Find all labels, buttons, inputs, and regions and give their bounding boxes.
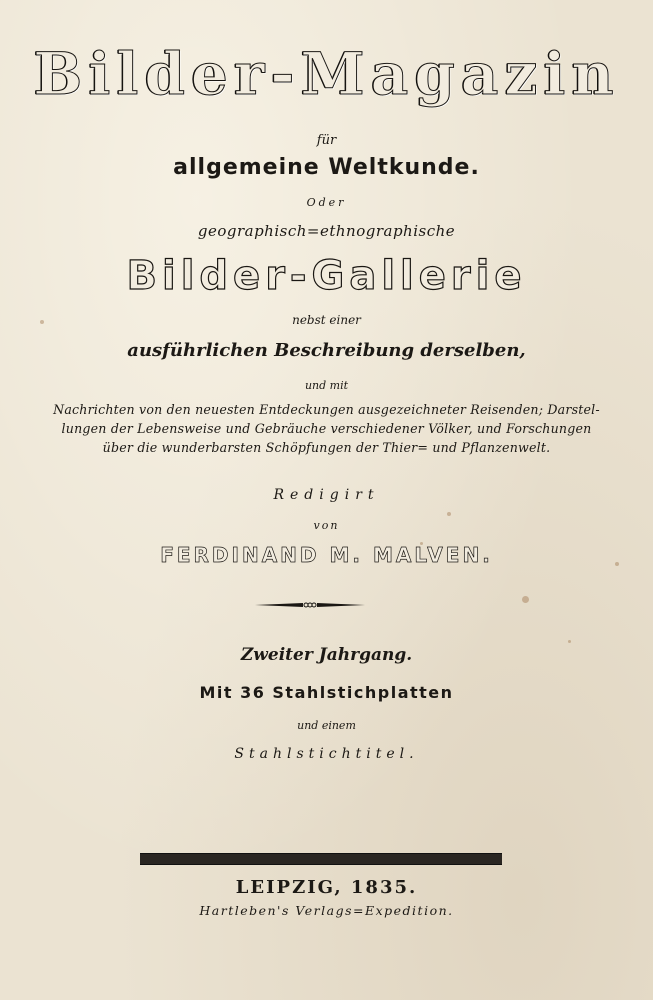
volume-text: Zweiter Jahrgang. (240, 645, 413, 665)
engraved-title-text: Stahlstichtitel. (234, 746, 419, 762)
stain-spot (568, 640, 571, 643)
subtitle: allgemeine Weltkunde. (173, 155, 480, 180)
description-line: über die wunderbarsten Schöpfungen der Thier= und Pflanzenwelt. (102, 440, 551, 455)
und-einem-text: und einem (297, 719, 356, 732)
publisher-text: Hartleben's Verlags=Expedition. (199, 903, 454, 918)
beschreibung-text: ausführlichen Beschreibung derselben, (127, 340, 526, 361)
fuer-text: für (316, 133, 337, 148)
gallery-title: Bilder-Gallerie (126, 253, 527, 299)
ornament-divider-icon (255, 598, 365, 612)
stain-spot (447, 512, 451, 516)
place-year: LEIPZIG, 1835. (235, 877, 418, 898)
editor-name: FERDINAND M. MALVEN. (160, 543, 493, 567)
bottom-rule (140, 853, 502, 865)
von-text: von (313, 519, 340, 532)
geo-text: geographisch=ethnographische (197, 222, 456, 240)
und-mit-text: und mit (304, 379, 349, 392)
nebst-text: nebst einer (292, 313, 361, 327)
redigirt-text: Redigirt (273, 487, 380, 503)
main-title: Bilder-Magazin (33, 40, 620, 108)
stain-spot (522, 596, 529, 603)
description-line: Nachrichten von den neuesten Entdeckungen ausgezeichneter Reisenden; Darstel- (53, 402, 600, 417)
description-line: lungen der Lebensweise und Gebräuche verschiedener Völker, und Forschungen (61, 421, 592, 436)
plates-text: Mit 36 Stahlstichplatten (199, 683, 454, 702)
oder-text: Oder (306, 196, 347, 209)
